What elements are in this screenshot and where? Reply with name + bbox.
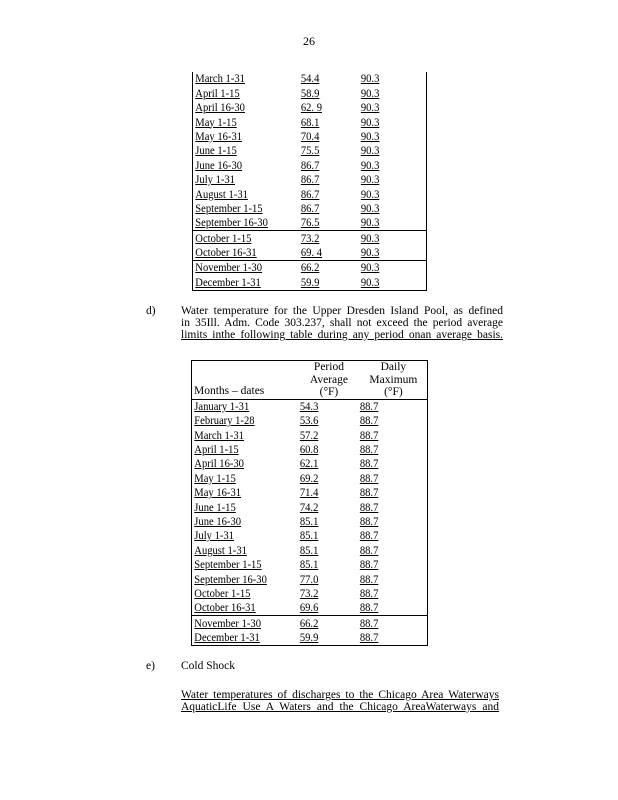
table-row [193, 173, 427, 187]
period-average-cell: 66.2 [301, 262, 320, 275]
daily-maximum-cell: 88.7 [359, 458, 379, 471]
period-dates-cell: September 16-30 [194, 217, 268, 230]
period-average-cell: 75.5 [301, 145, 320, 158]
period-dates-cell: September 1-15 [194, 202, 263, 215]
period-average-cell: 86.7 [301, 202, 320, 215]
daily-maximum-cell: 88.7 [359, 602, 379, 615]
table-row [192, 543, 428, 557]
period-average-cell: 85.1 [299, 530, 319, 543]
period-dates-cell: February 1-28 [193, 415, 255, 428]
daily-maximum-cell: 90.3 [360, 116, 380, 129]
period-dates-cell: October 1-15 [194, 232, 251, 245]
period-average-cell: 86.7 [301, 188, 320, 201]
section-e-paragraph [181, 689, 499, 713]
period-dates-cell: October 16-31 [194, 247, 257, 260]
period-average-cell: 85.1 [299, 516, 319, 529]
daily-maximum-cell: 88.7 [359, 573, 379, 586]
table-row [193, 115, 427, 129]
daily-maximum-cell: 88.7 [359, 472, 379, 485]
period-average-cell: 85.1 [299, 544, 319, 557]
period-dates-cell: August 1-31 [193, 544, 247, 557]
upper-dresden-temperature-table [191, 360, 428, 646]
period-dates-cell: April 1-15 [193, 444, 239, 457]
daily-maximum-cell: 90.3 [360, 87, 380, 100]
period-average-cell: 59.9 [301, 276, 320, 289]
table-row [192, 529, 428, 543]
period-dates-cell: June 1-15 [193, 501, 236, 514]
daily-maximum-cell: 88.7 [359, 632, 379, 645]
period-dates-cell: December 1-31 [193, 632, 260, 645]
period-dates-cell: November 1-30 [194, 262, 262, 275]
period-dates-cell: June 16-30 [194, 159, 242, 172]
table-row [192, 587, 428, 601]
period-dates-cell: January 1-31 [193, 400, 249, 413]
daily-maximum-cell: 90.3 [360, 174, 380, 187]
period-average-cell: 73.2 [299, 587, 319, 600]
section-e-line: Water temperatures of discharges to the Chicago Area Waterways [181, 689, 499, 701]
period-dates-cell: October 16-31 [193, 602, 256, 615]
period-average-cell: 54.4 [301, 73, 320, 86]
period-dates-cell: June 1-15 [194, 145, 237, 158]
period-dates-cell: April 16-30 [193, 458, 244, 471]
table-row [192, 399, 428, 414]
daily-maximum-cell: 88.7 [359, 617, 379, 630]
period-dates-cell: August 1-31 [194, 188, 248, 201]
table-row [192, 457, 428, 471]
period-average-cell: 58.9 [301, 87, 320, 100]
table-row [193, 130, 427, 144]
table-row [193, 202, 427, 216]
table-row [192, 428, 428, 442]
daily-maximum-cell: 90.3 [360, 217, 380, 230]
section-d-line: Water temperature for the Upper Dresden Island Pool, as defined [181, 305, 503, 317]
period-dates-cell: June 16-30 [193, 516, 241, 529]
section-d-paragraph [181, 305, 503, 341]
period-dates-cell: March 1-31 [193, 429, 244, 442]
table-row [193, 216, 427, 231]
period-average-cell: 85.1 [299, 559, 319, 572]
daily-maximum-cell: 90.3 [360, 276, 380, 289]
period-average-cell: 69.2 [299, 472, 319, 485]
daily-maximum-cell: 90.3 [360, 262, 380, 275]
period-average-cell: 71.4 [299, 487, 319, 500]
period-average-cell: 76.5 [301, 217, 320, 230]
temperature-table-continued [192, 72, 427, 291]
period-average-cell: 86.7 [301, 159, 320, 172]
period-average-cell: 68.1 [301, 116, 320, 129]
section-e-title: Cold Shock [181, 660, 235, 672]
table-row [193, 86, 427, 100]
period-average-cell: 57.2 [299, 429, 319, 442]
table-row [193, 144, 427, 158]
period-dates-cell: November 1-30 [193, 617, 261, 630]
period-dates-cell: July 1-31 [194, 174, 235, 187]
table-row [192, 572, 428, 586]
period-dates-cell: October 1-15 [193, 587, 250, 600]
header-daily-maximum: Daily Maximum (°F) [369, 361, 418, 398]
daily-maximum-cell: 90.3 [360, 232, 380, 245]
period-average-cell: 53.6 [299, 415, 319, 428]
table-row [193, 231, 427, 246]
period-dates-cell: September 16-30 [193, 573, 267, 586]
period-average-cell: 54.3 [299, 400, 319, 413]
daily-maximum-cell: 90.3 [360, 188, 380, 201]
daily-maximum-cell: 88.7 [359, 530, 379, 543]
period-dates-cell: July 1-31 [193, 530, 234, 543]
period-average-cell: 62.1 [299, 458, 319, 471]
section-d-label: d) [146, 305, 156, 317]
daily-maximum-cell: 88.7 [359, 444, 379, 457]
daily-maximum-cell: 88.7 [359, 501, 379, 514]
daily-maximum-cell: 90.3 [360, 202, 380, 215]
section-e-line: AquaticLife Use A Waters and the Chicago AreaWaterways and [181, 701, 499, 713]
daily-maximum-cell: 88.7 [359, 429, 379, 442]
period-average-cell: 66.2 [299, 617, 319, 630]
period-average-cell: 86.7 [301, 174, 320, 187]
period-average-cell: 77.0 [299, 573, 319, 586]
period-dates-cell: December 1-31 [194, 276, 261, 289]
section-d-line: limits inthe following table during any period onan average basis. [181, 329, 503, 341]
table-row [192, 486, 428, 500]
period-average-cell: 69. 4 [301, 247, 323, 260]
daily-maximum-cell: 90.3 [360, 145, 380, 158]
period-average-cell: 59.9 [299, 632, 319, 645]
table-row [192, 500, 428, 514]
period-dates-cell: April 16-30 [194, 102, 245, 115]
table-row [192, 558, 428, 572]
table-row [192, 616, 428, 631]
table-row [193, 72, 427, 86]
header-months: Months – dates [194, 385, 265, 397]
period-dates-cell: May 16-31 [194, 130, 242, 143]
period-dates-cell: April 1-15 [194, 87, 240, 100]
period-dates-cell: May 1-15 [193, 472, 236, 485]
table-row [193, 187, 427, 201]
table-row [193, 101, 427, 115]
period-average-cell: 60.8 [299, 444, 319, 457]
table-row [193, 158, 427, 172]
period-dates-cell: March 1-31 [194, 73, 245, 86]
table-row [192, 414, 428, 428]
table-row [192, 631, 428, 646]
table-row [192, 471, 428, 485]
period-average-cell: 74.2 [299, 501, 319, 514]
section-e-label: e) [146, 660, 155, 672]
period-average-cell: 70.4 [301, 130, 320, 143]
daily-maximum-cell: 88.7 [359, 415, 379, 428]
daily-maximum-cell: 90.3 [360, 102, 380, 115]
daily-maximum-cell: 88.7 [359, 544, 379, 557]
daily-maximum-cell: 88.7 [359, 400, 379, 413]
period-average-cell: 69.6 [299, 602, 319, 615]
table-row [193, 261, 427, 276]
table-row [192, 443, 428, 457]
header-period-average: Period Average (°F) [309, 361, 348, 398]
period-dates-cell: May 1-15 [194, 116, 237, 129]
daily-maximum-cell: 90.3 [360, 73, 380, 86]
period-dates-cell: May 16-31 [193, 487, 241, 500]
daily-maximum-cell: 88.7 [359, 559, 379, 572]
daily-maximum-cell: 90.3 [360, 130, 380, 143]
daily-maximum-cell: 88.7 [359, 516, 379, 529]
table-row [192, 515, 428, 529]
page-number: 26 [303, 34, 315, 48]
table-row [193, 275, 427, 290]
period-dates-cell: September 1-15 [193, 559, 262, 572]
daily-maximum-cell: 88.7 [359, 587, 379, 600]
daily-maximum-cell: 88.7 [359, 487, 379, 500]
daily-maximum-cell: 90.3 [360, 159, 380, 172]
period-average-cell: 73.2 [301, 232, 320, 245]
table-row [193, 246, 427, 261]
period-average-cell: 62. 9 [301, 102, 323, 115]
daily-maximum-cell: 90.3 [360, 247, 380, 260]
table-row [192, 601, 428, 616]
section-d-line: in 35Ill. Adm. Code 303.237, shall not exceed the period average [181, 317, 503, 329]
